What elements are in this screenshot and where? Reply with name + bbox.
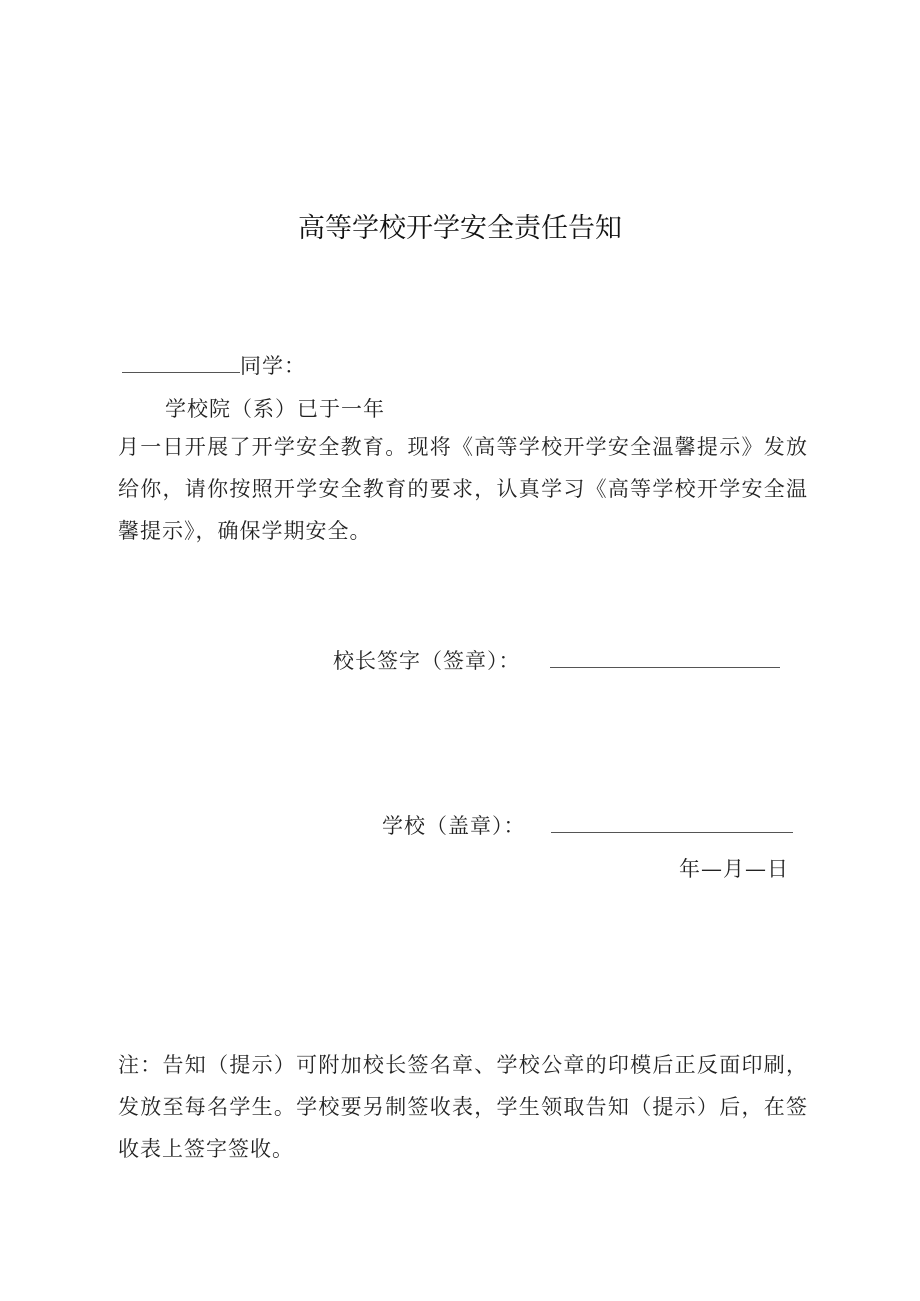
- student-name-blank: [122, 372, 240, 373]
- body-paragraph: 月一日开展了开学安全教育。现将《高等学校开学安全温馨提示》发放给你，请你按照开学安全教育的要求，认真学习《高等学校开学安全温馨提示》，确保学期安全。: [118, 435, 808, 543]
- note-paragraph: 注：告知（提示）可附加校长签名章、学校公章的印模后正反面印刷，发放至每名学生。学校要另制签收表，学生领取告知（提示）后，在签收表上签字签收。: [118, 1053, 808, 1161]
- document-title: 高等学校开学安全责任告知: [298, 213, 622, 244]
- salutation-text: 同学：: [240, 354, 306, 378]
- school-seal-label: 学校（盖章）：: [382, 814, 526, 838]
- principal-signature-blank: [550, 667, 780, 668]
- date-line: 年—月—日: [679, 857, 789, 881]
- school-seal-blank: [551, 832, 793, 833]
- intro-line: 学校院（系）已于一年: [165, 397, 385, 421]
- principal-signature-row: [333, 645, 521, 675]
- principal-signature-label: 校长签字（签章）：: [333, 649, 521, 673]
- school-seal-row: [382, 810, 526, 840]
- salutation-line: [122, 350, 306, 380]
